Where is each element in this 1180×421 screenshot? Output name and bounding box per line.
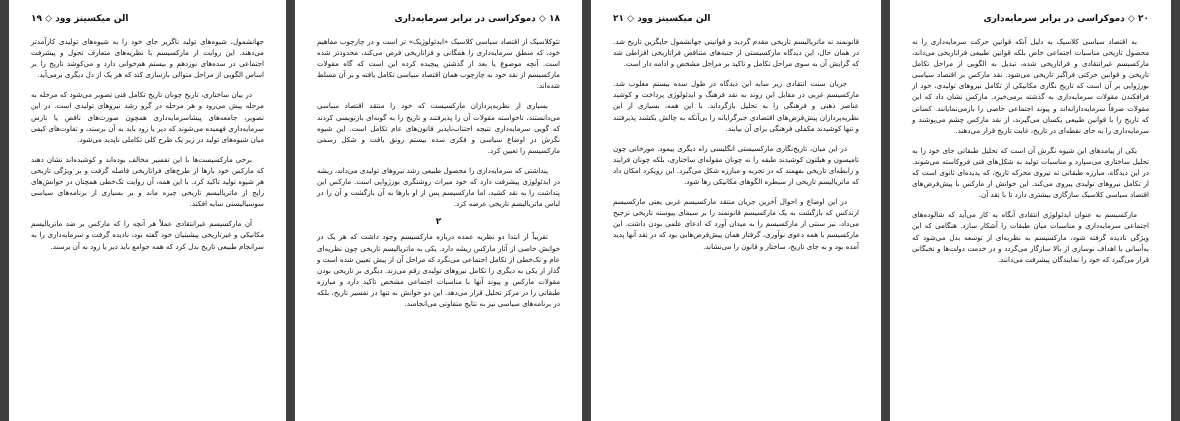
paragraph: به اقتصاد سیاسی کلاسیک به دلیل آنکه قوانین حرکت سرمایه‌داری را نه محصول تاریخی مناسبات اجتماعی خاص بلکه قوانین طبیعی فراتاریخی می‌داند، مارکسیسم غیرانتقادی و فراتاریخی شده، تبدیل به الگویی از مراحل تکامل تاریخی و قوانین حرکتی فراگیر تاریخی می‌شود. نقد مارکس بر اقتصاد سیاسی بورژوایی بر آن است که تاریخ نگاری مکانیکی از تکامل نیروهای تولیدی، خود از فرافکندن مقولات سرمایه‌داری به گذشته برمی‌خیزد. مارکس نشان داد که این مقولات صرفاً سرمایه‌دارانه‌اند و پیوند اجتماعی خاصی را بازمی‌نمایانند. کسانی که تاریخ را با قوانین طبیعی یکسان می‌گیرند، از نقد مارکس چشم می‌پوشند و سرمایه‌داری را به جای نقطه‌ای در تاریخ، غایت تاریخ قرار می‌دهند. (912, 37, 1149, 135)
paragraph: قانونمند نه ماتریالیسم تاریخی مقدم گردید و قوانینی جهانشمول جایگزین تاریخ شد. در همان حال، این دیدگاه مارکسیستی از جنبه‌های متناقض فراتاریخی افزاطی شد که گرایش آن به سوی مراحل تکامل و تاکید بر مراحل مشخص و ادامه دار است. (613, 37, 859, 69)
page-running-title: الن میکسینز وود ◇ ۱۹ (31, 14, 129, 24)
book-page (295, 0, 582, 421)
page-body (912, 36, 1149, 417)
paragraph: بسیاری از نظریه‌پردازان مارکسیست که خود را منتقد اقتصاد سیاسی می‌دانستند، ناخواسته مقولات آن را پذیرفتند و تاریخ را به گونه‌ای بازنویسی کردند که گویی سرمایه‌داری نتیجه اجتناب‌ناپذیر قانون‌های عام تکامل است. این شیوه نگرش در اوضاع سیاسی و فکری سده بیستم رونق یافت و شکل رسمی مارکسیسم را تعیین کرد. (317, 101, 560, 155)
page-gutter (286, 0, 295, 421)
page-gutter (582, 0, 591, 421)
section-number: ۲ (435, 217, 442, 228)
page-header (31, 14, 264, 28)
page-header (613, 14, 859, 28)
paragraph: مارکسیسم به عنوان ایدئولوژی انتقادی آنگاه به کار می‌آید که شالوده‌های اجتماعی سرمایه‌داری و مناسبات میان طبقات را آشکار سازد. هنگامی که این ویژگی نادیده گرفته شود، مارکسیسم به نظریه‌ای از توسعه بدل می‌شود که به‌آسانی با اهداف نوسازی از بالا سازگار می‌گردد و در خدمت دولت‌ها و نخبگانی قرار می‌گیرد که خود را نمایندگان پیشرفت می‌دانند. (912, 210, 1149, 264)
page-header (912, 14, 1149, 28)
paragraph: در این میان، تاریخ‌نگاری مارکسیستی انگلیسی راه دیگری پیمود. مورخانی چون تامپسون و هیلتون کوشیدند طبقه را نه چونان مقوله‌ای ساختاری، بلکه چونان فرایند و رابطه‌ای تاریخی بفهمند که در تجربه و مبارزه شکل می‌گیرد. این رویکرد امکان داد که ماتریالیسم تاریخی از سیطره الگوهای مکانیکی رها شود. (613, 143, 859, 187)
page-running-title: الن میکسینز وود ◇ ۲۱ (613, 14, 711, 24)
paragraph: یکی از پیامدهای این شیوه نگرش آن است که تحلیل طبقاتی جای خود را به تحلیل ساختاری می‌سپارد و مناسبات تولید به شکل‌های فنی فروکاسته می‌شوند. در این دیدگاه، مبارزه طبقاتی نه نیروی محرکه تاریخ، که پدیده‌ای ثانوی است که از تکامل نیروهای تولیدی پیروی می‌کند. این خوانش از مارکس با پیش‌فرض‌های اقتصاد سیاسی کلاسیک سازگاری بیشتری دارد تا با نقد آن. (912, 145, 1149, 200)
page-body (31, 36, 264, 417)
book-page (890, 0, 1171, 421)
paragraph: آن مارکسیسم غیرانتقادی عملاً هر آنچه را که مارکس بر ضد ماتریالیسم مکانیکی و غیرتاریخی پیشینیان خود گفته بود، نادیده گرفت و سرمایه‌داری را به سرانجام طبیعی تاریخ بدل کرد که همه جوامع باید دیر یا زود به آن برسند. (31, 219, 264, 251)
book-page (9, 0, 286, 421)
page-gutter (1171, 0, 1180, 421)
page-running-title: ۲۰ ◇ دموکراسی در برابر سرمایه‌داری (983, 14, 1149, 24)
paragraph: در بیان ساختاری، تاریخ چونان تاریخ تکامل فنی تصویر می‌شود که مرحله به مرحله پیش می‌رود و هر مرحله در گرو رشد نیروهای تولیدی است. در این تصویر، جامعه‌های پیشاسرمایه‌داری همچون صورت‌های ناقص یا نارس سرمایه‌داری فهمیده می‌شوند که دیر یا زود باید به آن برسند، و تفاوت‌های کیفی میان شیوه‌های تولید در زیر یک طرح کلی تکاملی ناپدید می‌شود. (31, 90, 264, 144)
page-header (317, 14, 560, 28)
paragraph: تقریباً از ابتدا دو نظریه عمده درباره مارکسیسم وجود داشت که هر یک در خوانش خاصی از آثار مارکس ریشه دارد. یکی به ماتریالیسم تاریخی چون نظریه‌ای عام و تک‌خطی از تکامل اجتماعی می‌نگرد که مراحل آن از پیش تعیین شده است و گذار از یکی به دیگری را تکامل نیروهای تولیدی رقم می‌زند. دیگری بر تاریخی بودن مقولات مارکس و پیوند آنها با مناسبات اجتماعی مشخص تاکید دارد و مبارزه طبقاتی را در مرکز تحلیل قرار می‌دهد. این دو خوانش نه تنها در تفسیر تاریخ، بلکه در برنامه‌های سیاسی نیز به نتایج متفاوتی می‌انجامند. (317, 232, 560, 308)
paragraph: جهانشمول، شیوه‌های تولید ناگزیر جای خود را به شیوه‌های تولیدی کارآمدتر می‌دهند. این روایت از مارکسیسم با نظریه‌های متعارف تحول و پیشرفت اجتماعی در سده‌های نوزدهم و بیستم هم‌خوانی دارد و می‌کوشد تاریخ را بر اساس الگویی از مراحل متوالی بازسازی کند که هر یک از دل دیگری برمی‌آید. (31, 37, 264, 80)
paragraph: برخی مارکسیست‌ها با این تفسیر مخالف بوده‌اند و کوشیده‌اند نشان دهند که مارکس خود بارها از طرح‌های فراتاریخی فاصله گرفت و بر ویژگی تاریخی هر شیوه تولید تاکید کرد. با این همه، آن روایت تک‌خطی همچنان در خوانش‌های رایج از ماتریالیسم تاریخی چیره ماند و بر بسیاری از برنامه‌های سیاسی سوسیالیستی سایه افکند. (31, 154, 264, 209)
paragraph: تئوکلاسیک از اقتصاد سیاسی کلاسیک «ایدئولوژیک» تر است و در چارچوب مفاهیم خود، که منطق سرمایه‌داری را همگانی و فراتاریخی فرض می‌کند، محدودتر شده است. آنچه موضوع یا بعد از گذشتن پیچیده کرده این است که گاه مقولات مارکسیسم از نقد خود به چارچوب همان اقتصاد سیاسی تکامل یافته و بر آن مسلط شده‌اند. (317, 37, 560, 91)
page-running-title: ۱۸ ◇ دموکراسی در برابر سرمایه‌داری (394, 14, 560, 24)
paragraph: پنداشتی که سرمایه‌داری را محصول طبیعی رشد نیروهای تولیدی می‌داند، ریشه در ایدئولوژی پیشرفت دارد که خود میراث روشنگری بورژوایی است. مارکس این پنداشت را به نقد کشید، اما مارکسیسم پس از او بارها به آن بازگشت و آن را در لباس ماتریالیسم تاریخی عرضه کرد. (317, 165, 560, 209)
page-body (317, 36, 560, 417)
book-page (591, 0, 881, 421)
page-gutter (0, 0, 9, 421)
paragraph: جریان سنت انتقادی زیر سایه این دیدگاه در طول سده بیستم مغلوب شد. مارکسیسم غربی در مقابل این روند به نقد فرهنگ و ایدئولوژی پرداخت و کوشید عناصر ذهنی و فرهنگی را به تحلیل بازگرداند. با این همه، بسیاری از این نظریه‌پردازان پیش‌فرض‌های اقتصادی جبرگرایانه را بی‌آنکه به چالش بکشند پذیرفتند و تنها کوشیدند مکملی فرهنگی برای آن بیابند. (613, 79, 859, 133)
page-gutter (881, 0, 890, 421)
paragraph: در این اوضاع و احوال آخرین جریان منتقد مارکسیسم غربی یعنی مارکسیسم ارتدکس که بازگشت به یک مارکسیسم قانونمند را بر سیمای پیوسته تاریخی ترجیح می‌داد، نیز سنتی از مارکسیسم را به میدان آورد که ادعای علمی بودن داشت. این مارکسیسم با همه دعوی نوآوری، گرفتار همان پیش‌فرض‌هایی بود که در نقد آنها پدید آمده بود و به جای تاریخ، ساختار و قانون را می‌نشاند. (613, 197, 859, 251)
page-body (613, 36, 859, 417)
